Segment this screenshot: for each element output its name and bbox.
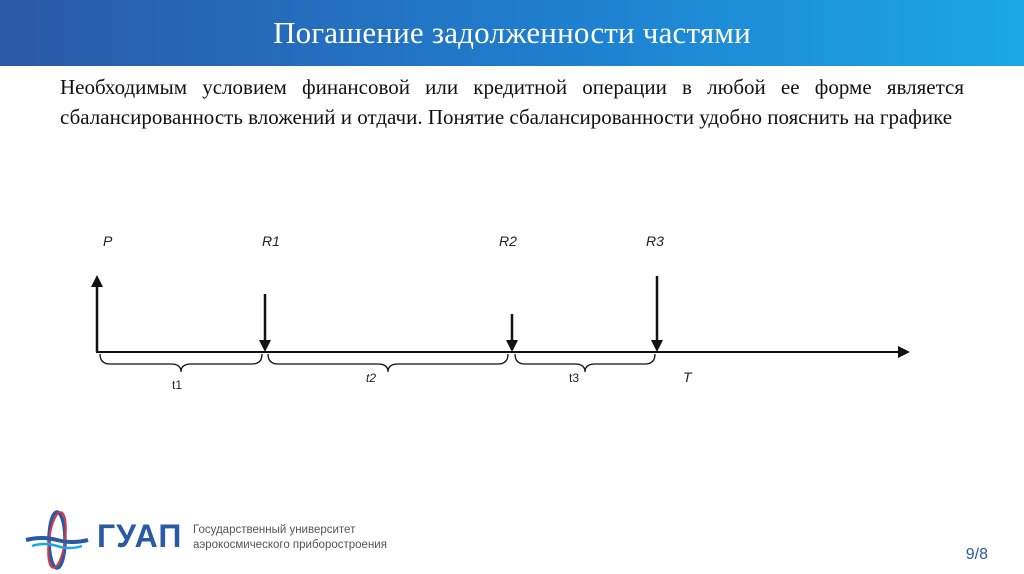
- p-label: P: [103, 233, 113, 249]
- r1-label: R1: [262, 233, 280, 249]
- university-line-2: аэрокосмического приборостроения: [193, 539, 387, 551]
- university-name: [193, 523, 387, 553]
- t3-brace: [515, 354, 655, 372]
- r2-arrowhead: [506, 340, 518, 352]
- r2-label: R2: [499, 233, 517, 249]
- intro-paragraph: Необходимым условием финансовой или кредитной операции в любой ее форме является сбалансированность вложений и отдачи. Понятие сбалансированности удобно пояснить на графике: [60, 75, 964, 129]
- t1-brace: [100, 354, 262, 372]
- time-axis-arrowhead: [898, 346, 910, 358]
- r3-label: R3: [646, 233, 664, 249]
- t2-brace: [268, 354, 508, 372]
- t1-label: t1: [172, 378, 183, 392]
- page-number: 9/8: [965, 546, 988, 563]
- t3-label: t3: [569, 371, 580, 385]
- university-line-1: Государственный университет: [193, 524, 356, 536]
- guap-logo-icon: [22, 508, 92, 572]
- slide-title: Погашение задолженности частями: [273, 15, 751, 50]
- axis-label: T: [683, 369, 692, 385]
- p-arrowhead: [91, 275, 103, 287]
- t2-label: t2: [366, 371, 377, 385]
- r3-arrowhead: [651, 340, 663, 352]
- brand-name: ГУАП: [97, 518, 183, 554]
- r1-arrowhead: [259, 340, 271, 352]
